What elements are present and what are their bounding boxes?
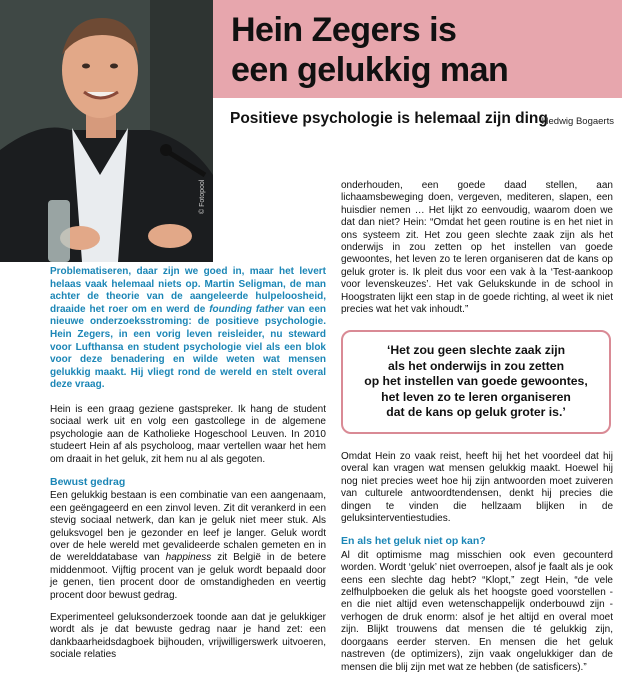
paragraph: Al dit optimisme mag misschien ook even gecounterd worden. Wordt ‘geluk’ niet overroepen, alsof je faalt als je ook eens een slechte dag hebt? “Klopt,” zegt Hein, “de vele zelfhulpboeken die geluk als het hoogste goed voorstellen - en die niet altijd even wetenschappelijk onderbouwd zijn - verhogen de druk enorm: alsof je het altijd en overal moet zijn. Blijkt trouwens dat mensen die té gelukkig zijn, doorgaans eerder sterven. En mensen die het geluk nastreven (de optimizers), zijn vaak ongelukkiger dan de mensen die blij zijn met wat ze hebben (de satisficers).” xyxy=(341,549,613,673)
portrait-illustration xyxy=(0,0,213,262)
title-band xyxy=(213,0,622,98)
column-right-bottom xyxy=(341,451,613,684)
paragraph: Omdat Hein zo vaak reist, heeft hij het het voordeel dat hij overal kan vragen wat mensen gelukkig maakt. Hoewel hij nog niet precies weet hoe hij zijn antwoorden moet zuiveren van culturele antwoordtendensen, denkt hij precies die dingen te vinden die hellzaam blijken in de geluksinterventiestudies. xyxy=(341,451,613,525)
quote-line: als het onderwijs in zou zetten xyxy=(387,358,565,373)
paragraph-text: Een gelukkig bestaan is een combinatie van een aangenaam, een geëngageerd en een zinvol leven. Zit dit verankerd in een stevig sociaal netwerk, dan kan je geluk niet meer stuk. Als geluksvogel ben je gezonder en leef je langer. Geluk wordt over de hele wereld met gevalideerde schalen gemeten en in de werelddatabase van xyxy=(50,490,326,564)
paragraph: Hein is een graag geziene gastspreker. Ik hang de student sociaal werk uit en volg een gastcollege in de algemene psychologie aan de Katholieke Hogeschool Leuven. In 2010 studeert Hein af als psycholoog, maar vertellen waar het hem om draait in het geluk, zit hem nu al als gegoten. xyxy=(50,403,326,465)
pull-quote xyxy=(341,330,611,434)
article-subtitle: Positieve psychologie is helemaal zijn ding xyxy=(230,110,548,127)
paragraph: Experimenteel geluksonderzoek toonde aan dat je gelukkiger wordt als je dat bewuste gedrag naar je hand zet: een dankbaarheidsdagboek bijhouden, vrijwilligerswerk uitvoeren, sociale relaties xyxy=(50,612,326,661)
section-heading: Bewust gedrag xyxy=(50,475,126,488)
quote-line: ‘Het zou geen slechte zaak zijn xyxy=(386,343,566,358)
paragraph: onderhouden, een goede daad stellen, aan lichaamsbeweging doen, vergeven, mediteren, slapen, een huisdier nemen … Het lijkt zo eenvoudig, waarom doen we dat dan niet? Hein: “Omdat het geen routine is en het niet in ons systeem zit. Het zou geen slechte zaak zijn als het onderwijs in zou zetten op het instellen van goede gewoontes, het leven zo te leren organiseren dat de kans op geluk groter is. Ik pleit dus voor een vak à la ‘Test-aankoop voor levenskeuzes’. Het vak Gelukskunde in de school in Hoogstraten lijkt een stap in de goede richting, al weet ik niet precies wat het vak inhoudt.” xyxy=(341,180,613,316)
column-left xyxy=(50,266,326,672)
quote-line: dat de kans op geluk groter is.’ xyxy=(386,405,566,420)
paragraph-emphasis: happiness xyxy=(165,552,212,564)
section-heading: En als het geluk niet op kan? xyxy=(341,535,486,548)
portrait-photo xyxy=(0,0,213,262)
article-title xyxy=(231,10,508,90)
paragraph xyxy=(50,490,326,602)
photo-credit: © Fotopool xyxy=(199,179,206,214)
paragraph-text: zit België in de betere middenmoot. Vijftig procent van je geluk wordt bepaald door je genen, tien procent door de omstandigheden en veertig procent door bewust gedrag. xyxy=(50,552,327,601)
quote-line: het leven zo te leren organiseren xyxy=(381,389,571,404)
title-line-1: Hein Zegers is xyxy=(231,11,457,49)
pull-quote-text xyxy=(356,343,596,421)
title-line-2: een gelukkig man xyxy=(231,51,509,89)
intro-paragraph xyxy=(50,266,326,392)
quote-line: op het instellen van goede gewoontes, xyxy=(364,374,588,389)
intro-emphasis: founding father xyxy=(209,303,284,315)
author-name: Hedwig Bogaerts xyxy=(541,116,614,127)
column-right-top xyxy=(341,180,613,326)
intro-text-1: Problematiseren, daar zijn we goed in, maar het levert helaas vaak helemaal niets op. Martin Seligman, de man achter de theorie van de aangeleerde hulpeloosheid, draaide het roer om en werd de xyxy=(50,266,326,315)
intro-text-2: van een nieuwe onderzoeksstroming: de positieve psychologie. Hein Zegers, in een vorig leven reisleider, nu steward voor Lufthansa en student psychologie viel als een blok voor deze benadering en wilde weten wat mensen gelukkig maakt. Hij vliegt rond de wereld en stelt overal deze vraag. xyxy=(50,303,326,391)
